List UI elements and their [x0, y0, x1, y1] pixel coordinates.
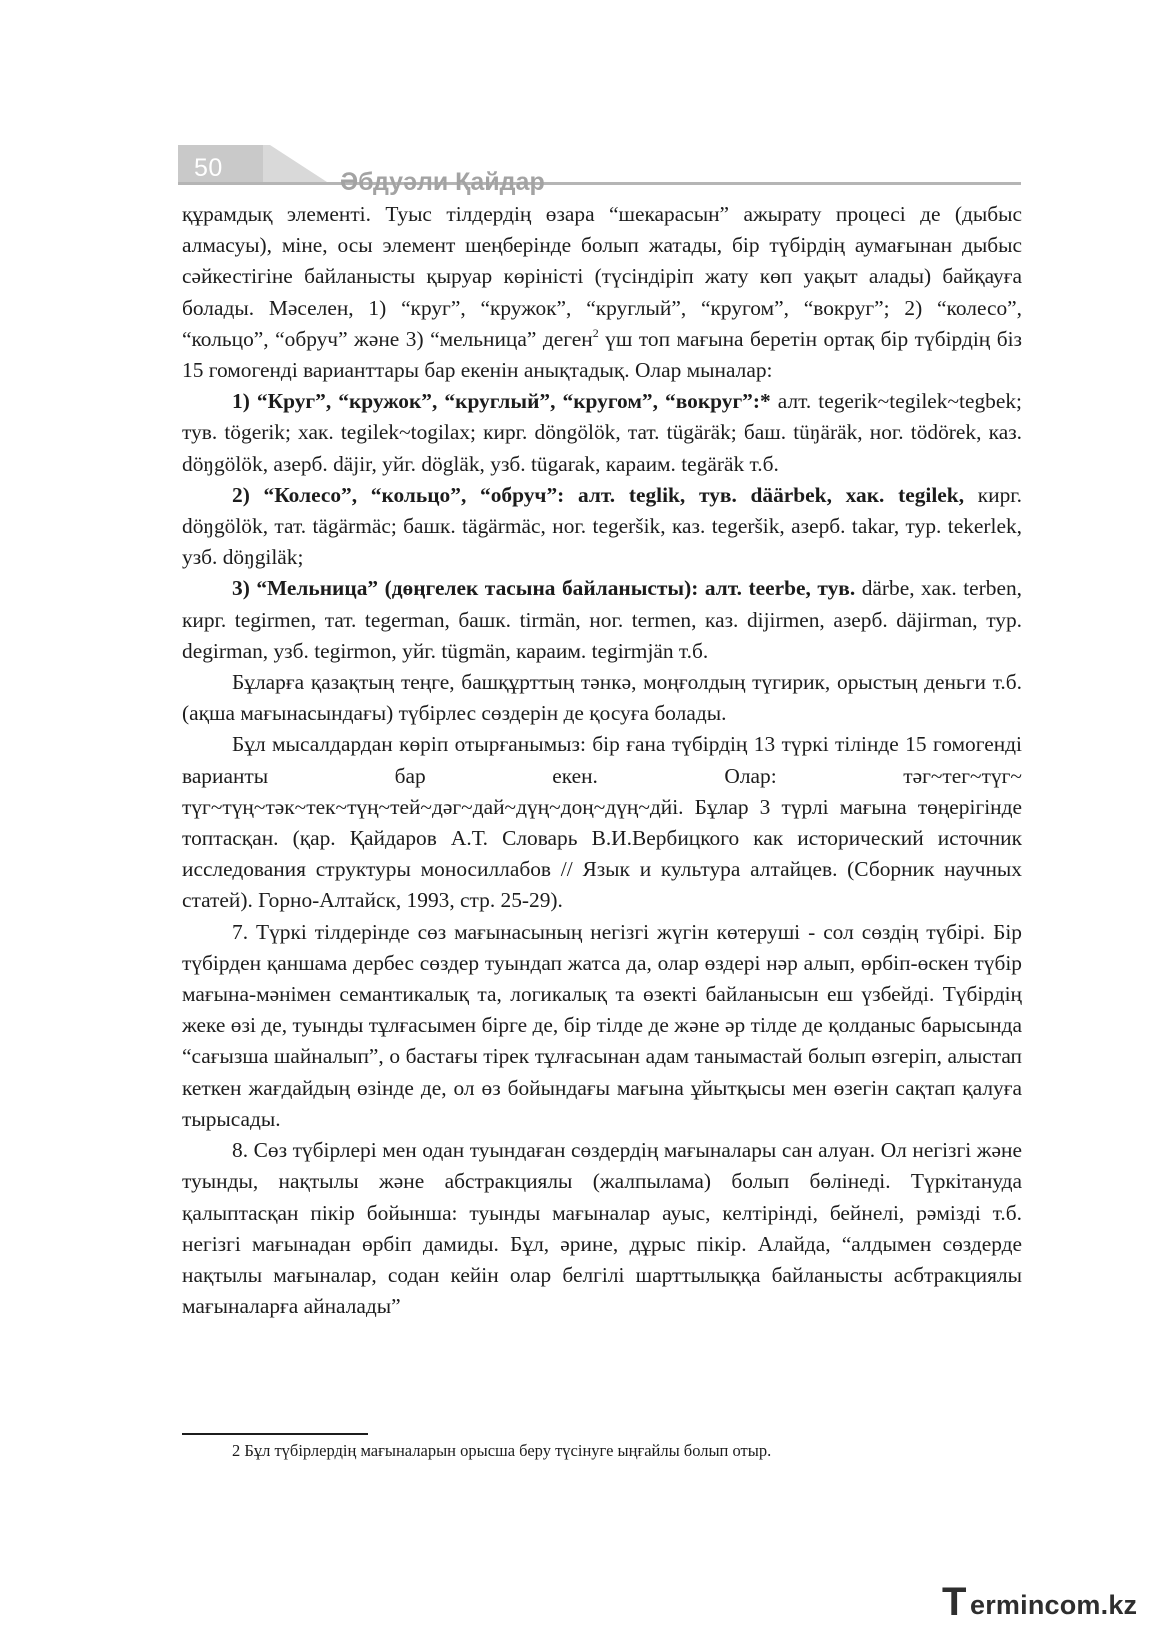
paragraph: құрамдық элементі. Туыс тілдердің өзара “шекарасын” ажырату процесі де (дыбыс алмасуы), міне, осы элемент шеңберінде болып жатады, бір түбірдің аумағынан дыбыс сәйкестігіне байланысты қыруар көріністі (түсіндіріп жату көп уақыт алады) байқауға болады. Мәселен, 1) “круг”, “кружок”, “круглый”, “кругом”, “вокруг”; 2) “колесо”, “кольцо”, “обруч” және 3) “мельница” деген$^2$ үш топ мағына беретін ортақ бір түбірдің біз 15 гомогенді варианттары бар екенін анықтадық. Олар мыналар:: [182, 202, 1022, 383]
paragraph: Бұларға қазақтың теңге, башқұрттың тәнкә, моңғолдың түгирик, орыстың деньги т.б. (ақша мағынасындағы) түбірлес сөздерін де қосуға болады.: [182, 670, 1022, 726]
footnote: 2 Бұл түбірлердің мағыналарын орысша беру түсінуге ыңғайлы болып отыр.: [232, 1441, 772, 1460]
page-number: 50: [194, 154, 223, 182]
paragraph: 8. Сөз түбірлері мен одан туындаған сөздердің мағыналары сан алуан. Ол негізгі және туынды, нақтылы және абстракциялы (жалпылама) болып бөлінеді. Түркітануда қалыптасқан пікір бойынша: туынды мағыналар ауыс, келтірінді, бейнелі, рәмізді т.б. негізгі мағынадан өрбіп дамиды. Бұл, әрине, дұрыс пікір. Алайда, “алдымен сөздерде нақтылы мағыналар, содан кейін олар белгілі шарттылыққа байланысты асбтракциялы мағыналарға айналады”: [182, 1138, 1022, 1319]
page-header: [0, 0, 1158, 200]
footnote-ref: 2: [592, 325, 599, 340]
list-item: 3) “Мельница” (дөңгелек тасына байланысты): алт. teerbe, тув. därbe, хак. terben, кирг. tegirmen, тат. tegerman, башк. tirmän, ног. termen, каз. dijirmen, азерб. däjirman, тур. degirman, узб. tegirmon, уйг. tügmän, караим. tegirmjän т.б.: [182, 576, 1022, 663]
paragraph: Бұл мысалдардан көріп отырғанымыз: бір ғана түбірдің 13 түркі тілінде 15 гомогенді варианты бар екен. Олар: тәг~тег~түг~ түг~түң~тәк~тек~түң~тей~дәг~дай~дүң~доң~дүң~дйі. Бұлар 3 түрлі мағына төңерігінде топтасқан. (қар. Қайдаров А.Т. Словарь В.И.Вербицкого как исторический источник исследования структуры моносиллабов // Язык и культура алтайцев. (Сборник научных статей). Горно-Алтайск, 1993, стр. 25-29).: [182, 732, 1022, 913]
body-text: [182, 199, 1022, 1322]
list-item: 1) “Круг”, “кружок”, “круглый”, “кругом”, “вокруг”:* алт. tegerik~tegilek~tegbek; тув. tögerik; хак. tegilek~togilax; кирг. döngölök, тат. tügäräk; баш. tüŋäräk, ног. tödörek, каз. döŋgölök, азерб. däjir, уйг. dögläk, узб. tügarak, караим. tegäräk т.б.: [182, 389, 1022, 476]
paragraph: 7. Түркі тілдерінде сөз мағынасының негізгі жүгін көтеруші - сол сөздің түбірі. Бір түбірден қаншама дербес сөздер туындап жатса да, олар өздері нәр алып, өрбіп-өскен түбір мағына-мәнімен семантикалық та, логикалық та өзекті байланысын еш үзбейді. Түбірдің жеке өзі де, туынды тұлғасымен бірге де, бір тілде де және әр тілде де қолданыс барысында “сағызша шайналып”, о бастағы тірек тұлғасынан адам танымастай болып өзгеріп, алыстап кеткен жағдайдың өзінде де, ол өз бойындағы мағына ұйытқысы мен өзегін сақтап қалуға тырысады.: [182, 919, 1022, 1131]
footnote-divider: [182, 1433, 368, 1435]
watermark-text: ermincom.kz: [970, 1590, 1138, 1620]
watermark-logo: [940, 1580, 1140, 1624]
running-title: Әбдуәли Қайдар: [340, 168, 545, 196]
header-band-graphic: [0, 0, 1158, 200]
watermark-initial: T: [942, 1580, 967, 1624]
list-item: 2) “Колесо”, “кольцо”, “обруч”: алт. teglik, тув. däärbek, хак. tegilek, кирг. döŋgölök, тат. tägärmäc; башк. tägärmäc, ног. tegeršik, каз. tegeršik, азерб. takar, тур. tekerlek, узб. döŋgiläk;: [182, 482, 1022, 570]
